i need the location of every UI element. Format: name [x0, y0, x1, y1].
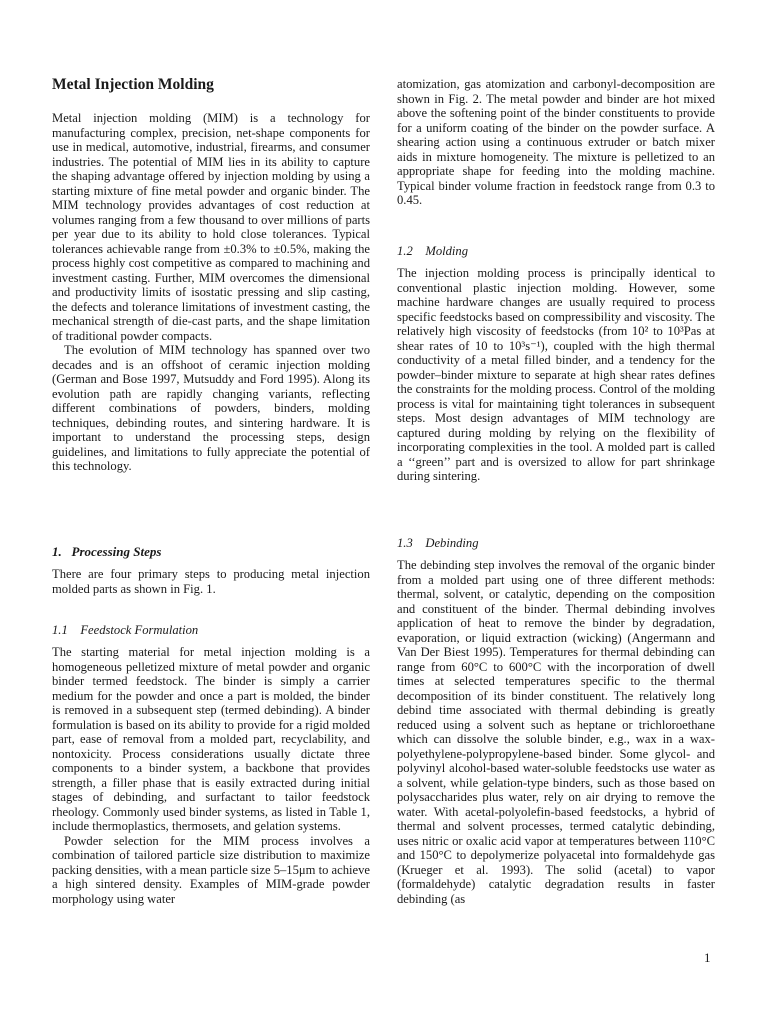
section-1-3-title: Debinding — [425, 536, 479, 550]
section-1-2-body — [397, 266, 715, 484]
page-number: 1 — [704, 950, 711, 965]
section-1-2-paragraph: The injection molding process is principally identical to conventional plastic injection molding. However, some machine hardware changes are usually required to process specific feedstocks based on compressibility and viscosity. The relatively high viscosity of feedstocks (from 10² to 10³Pas at shear rates of 10 to 10³s⁻¹), coupled with the high thermal conductivity of a metal filled binder, and a tendency for the powder–binder mixture to separate at high shear rates defines the constraints for the molding process. Control of the molding process is vital for maintaining tight tolerances in subsequent steps. Most design advantages of MIM technology are captured during molding by relying on the flexibility of incorporating complexities in the tool. A molded part is called a ‘‘green’’ part and is oversized to allow for part shrinkage during sintering. — [397, 266, 715, 483]
section-1-heading — [52, 544, 161, 560]
feedstock-continuation-paragraph: atomization, gas atomization and carbonyl-decomposition are shown in Fig. 2. The metal powder and binder are hot mixed above the softening point of the binder constituents to provide for a uniform coating of the binder on the powder surface. A shearing action using a continuous extruder or batch mixer aids in mixture homogeneity. The mixture is pelletized to an appropriate shape for feeding into the molding machine. Typical binder volume fraction in feedstock range from 0.3 to 0.45. — [397, 77, 715, 207]
section-1-2-title: Molding — [425, 244, 469, 258]
section-1-paragraph: There are four primary steps to producing metal injection molded parts as shown in Fig. 1. — [52, 567, 370, 596]
section-1-2-number: 1.2 — [397, 244, 413, 258]
intro-paragraph-1: Metal injection molding (MIM) is a technology for manufacturing complex, precision, net-shape components for use in medical, automotive, industrial, firearms, and consumer industries. The potential of MIM lies in its ability to capture the shaping advantage offered by injection molding by using a starting mixture of fine metal powder and organic binder. The MIM technology provides advantages of cost reduction at volumes ranging from a few thousand to over millions of parts per year due to its ability to hold close tolerances. Typical tolerances achievable range from ±0.3% to ±0.5%, making the process highly cost competitive as compared to machining and investment casting. Further, MIM overcomes the dimensional and productivity limits of isostatic pressing and slip casting, the defects and tolerance limitations of investment casting, the mechanical strength of die-cast parts, and the shape limitation of traditional powder compacts. — [52, 111, 370, 343]
section-1-title: Processing Steps — [71, 544, 162, 559]
page-title: Metal Injection Molding — [52, 76, 214, 93]
section-1-number: 1. — [52, 544, 62, 559]
section-1-2-heading — [397, 243, 468, 259]
section-1-3-heading — [397, 535, 479, 551]
feedstock-continuation — [397, 77, 715, 208]
section-1-3-paragraph: The debinding step involves the removal of the organic binder from a molded part using one of three different methods: thermal, solvent, or catalytic, depending on the composition and constituent of the binder. Thermal debinding involves application of heat to remove the binder by degradation, evaporation, or liquid extraction (wicking) (Angermann and Van Der Biest 1995). Temperatures for thermal debinding can range from 60°C to 600°C with the incorporation of dwell times at selected temperatures specific to the thermal decomposition of its binder constituent. The relatively long debind time associated with thermal debinding is greatly reduced using a solvent such as heptane or trichloroethane which can dissolve the soluble binder, e.g., wax in a wax-polyethylene-polypropylene-based binder. Some glycol- and polyvinyl alcohol-based water-soluble feedstocks use water as a solvent, while gelation-type binders, such as those based on polysaccharides plus water, rely on air drying to remove the water. With acetal-polyolefin-based feedstocks, a hybrid of thermal and solvent processes, termed catalytic debinding, uses nitric or oxalic acid vapor at temperatures between 110°C and 150°C to depolymerize polyacetal into formaldehyde gas (Krueger et al. 1993). The solid (acetal) to vapor (formaldehyde) catalytic degradation results in faster debinding (as — [397, 558, 715, 906]
intro-paragraph-2: The evolution of MIM technology has spanned over two decades and is an offshoot of ceramic injection molding (German and Bose 1997, Mutsuddy and Ford 1995). Along its evolution path are rapidly changing variants, reflecting different combinations of powders, binders, molding techniques, debinding routes, and sintering hardware. It is important to understand the processing steps, design guidelines, and limitations to fully appreciate the potential of this technology. — [52, 343, 370, 473]
section-1-1-number: 1.1 — [52, 623, 68, 637]
section-1-body — [52, 567, 370, 596]
section-1-3-number: 1.3 — [397, 536, 413, 550]
section-1-3-body — [397, 558, 715, 906]
section-1-1-paragraph-2: Powder selection for the MIM process involves a combination of tailored particle size distribution to maximize packing densities, with a mean particle size 5–15μm to achieve a high sintered density. Examples of MIM-grade powder morphology using water — [52, 833, 370, 906]
section-1-1-paragraph-1: The starting material for metal injection molding is a homogeneous pelletized mixture of metal powder and organic binder termed feedstock. The binder is simply a carrier medium for the powder and once a part is molded, the binder is removed in a subsequent step (termed debinding). A binder formulation is based on its ability to provide for a rigid molded part, ease of removal from a molded part, recyclability, and nontoxicity. Process considerations usually dictate three components to a binder system, a backbone that provides strength, a filler phase that is easily extracted during initial stages of debinding, and surfactant to tailor feedstock rheology. Commonly used binder systems, as listed in Table 1, include thermoplastics, thermosets, and gelation systems. — [52, 645, 370, 833]
intro-section — [52, 111, 370, 474]
section-1-1-heading — [52, 622, 198, 638]
section-1-1-body — [52, 645, 370, 906]
section-1-1-title: Feedstock Formulation — [80, 623, 199, 637]
